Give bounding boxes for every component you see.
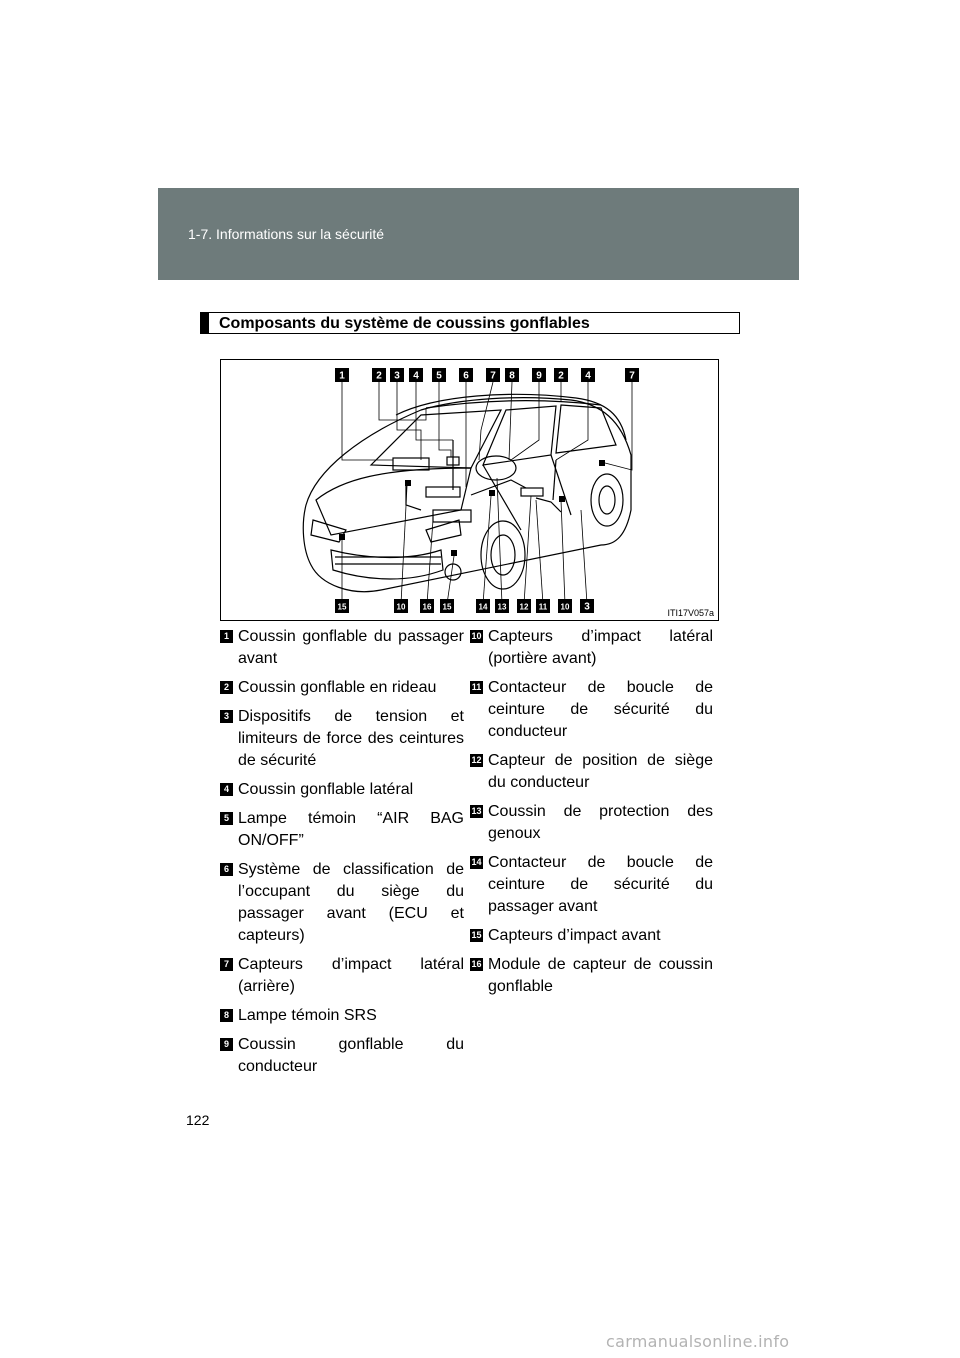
legend-number: 1	[220, 630, 233, 643]
chapter-title: 1-7. Informations sur la sécurité	[188, 226, 385, 242]
legend-text: Coussin gonflable latéral	[238, 781, 414, 798]
top-label-7	[486, 368, 500, 382]
car-rear-wheel	[591, 474, 623, 526]
svg-text:7: 7	[490, 370, 496, 382]
watermark: carmanualsonline.info	[606, 1332, 790, 1351]
legend-left-column	[220, 626, 464, 1085]
legend-text: Dispositifs de tension et limiteurs de force des ceintures de sécurité	[238, 708, 464, 769]
legend-right-column	[470, 626, 713, 1005]
top-label-2	[554, 368, 568, 382]
legend-text: Coussin gonflable du passager avant	[238, 628, 464, 667]
legend-text: Contacteur de boucle de ceinture de sécurité du conducteur	[488, 679, 713, 740]
car-side-window-rear	[556, 405, 616, 453]
legend-text: Capteurs d’impact avant	[488, 927, 661, 944]
figure-bottom-labels	[335, 599, 594, 613]
bottom-label-3	[580, 599, 594, 613]
legend-item	[470, 750, 713, 794]
top-label-5	[432, 368, 446, 382]
legend-item	[220, 706, 464, 772]
svg-text:9: 9	[536, 370, 542, 382]
legend-number: 3	[220, 710, 233, 723]
svg-text:12: 12	[519, 602, 529, 612]
svg-text:2: 2	[558, 370, 564, 382]
header-band	[158, 188, 799, 280]
bottom-label-11	[536, 599, 550, 613]
legend-item	[220, 677, 464, 699]
legend-item	[470, 852, 713, 918]
top-label-9	[532, 368, 546, 382]
legend-item	[220, 779, 464, 801]
bottom-label-16	[420, 599, 434, 613]
top-label-4	[409, 368, 423, 382]
svg-text:10: 10	[560, 602, 570, 612]
svg-text:8: 8	[509, 370, 515, 382]
legend-item	[220, 954, 464, 998]
car-illustration	[221, 360, 719, 621]
legend-item	[470, 801, 713, 845]
car-headlight-right	[426, 520, 461, 542]
top-label-1	[335, 368, 349, 382]
legend-text: Contacteur de boucle de ceinture de sécurité du passager avant	[488, 854, 713, 915]
svg-text:14: 14	[478, 602, 488, 612]
legend-number: 8	[220, 1009, 233, 1022]
svg-text:11: 11	[538, 602, 548, 612]
svg-text:16: 16	[422, 602, 432, 612]
svg-text:2: 2	[376, 370, 382, 382]
svg-text:6: 6	[463, 370, 469, 382]
svg-text:15: 15	[337, 602, 347, 612]
svg-text:13: 13	[497, 602, 507, 612]
legend-item	[220, 808, 464, 852]
legend-text: Lampe témoin “AIR BAG ON/OFF”	[238, 810, 464, 849]
legend-text: Coussin gonflable du conducteur	[238, 1036, 464, 1075]
figure-top-labels	[335, 368, 639, 382]
top-label-4	[581, 368, 595, 382]
bottom-label-15	[335, 599, 349, 613]
svg-text:3: 3	[394, 370, 400, 382]
car-body-outline	[303, 398, 631, 592]
legend-text: Coussin de protection des genoux	[488, 803, 713, 842]
figure-code: ITI17V057a	[667, 608, 714, 618]
car-steering-wheel	[476, 456, 516, 480]
top-label-7	[625, 368, 639, 382]
car-hood	[316, 468, 471, 535]
car-front-wheel	[481, 521, 525, 589]
airbag-components-figure	[220, 359, 719, 621]
legend-item	[220, 626, 464, 670]
legend-text: Capteurs d’impact latéral (portière avant)	[488, 628, 713, 667]
svg-text:15: 15	[442, 602, 452, 612]
svg-text:4: 4	[585, 370, 591, 382]
section-title: Composants du système de coussins gonflables	[219, 315, 590, 332]
legend-text: Module de capteur de coussin gonflable	[488, 956, 713, 995]
legend-text: Coussin gonflable en rideau	[238, 679, 437, 696]
legend-item	[220, 1034, 464, 1078]
top-label-8	[505, 368, 519, 382]
legend-number: 7	[220, 958, 233, 971]
bottom-label-15	[440, 599, 454, 613]
legend-number: 13	[471, 806, 482, 816]
svg-text:7: 7	[629, 370, 635, 382]
legend-text: Capteurs d’impact latéral (arrière)	[238, 956, 464, 995]
svg-text:10: 10	[396, 602, 406, 612]
bottom-label-12	[517, 599, 531, 613]
legend-item	[220, 1005, 464, 1027]
section-title-box	[200, 312, 740, 334]
legend-number: 10	[471, 631, 482, 641]
bottom-label-14	[476, 599, 490, 613]
page-number: 122	[186, 1112, 210, 1128]
legend-number: 5	[220, 812, 233, 825]
legend-number: 9	[220, 1038, 233, 1051]
legend-number: 11	[471, 682, 482, 692]
legend-number: 2	[220, 681, 233, 694]
svg-text:4: 4	[413, 370, 419, 382]
top-label-2	[372, 368, 386, 382]
legend-item	[220, 859, 464, 947]
legend-text: Système de classification de l’occupant du siège du passager avant (ECU et capteurs)	[238, 861, 464, 944]
legend-item	[470, 626, 713, 670]
bottom-label-10	[558, 599, 572, 613]
top-label-6	[459, 368, 473, 382]
legend-item	[470, 954, 713, 998]
legend-item	[470, 677, 713, 743]
bottom-label-10	[394, 599, 408, 613]
top-label-3	[390, 368, 404, 382]
legend-number: 4	[220, 783, 233, 796]
legend-number: 14	[471, 857, 482, 867]
legend-number: 6	[220, 863, 233, 876]
legend-number: 12	[471, 755, 482, 765]
legend-item	[470, 925, 713, 947]
section-title-bar	[201, 313, 209, 333]
legend-number: 15	[471, 930, 482, 940]
car-fog-light	[445, 564, 461, 580]
svg-text:3: 3	[584, 601, 590, 613]
svg-text:1: 1	[339, 370, 345, 382]
legend-text: Capteur de position de siège du conducteur	[488, 752, 713, 791]
svg-text:5: 5	[436, 370, 442, 382]
legend-text: Lampe témoin SRS	[238, 1007, 377, 1024]
bottom-label-13	[495, 599, 509, 613]
legend-number: 16	[471, 959, 482, 969]
